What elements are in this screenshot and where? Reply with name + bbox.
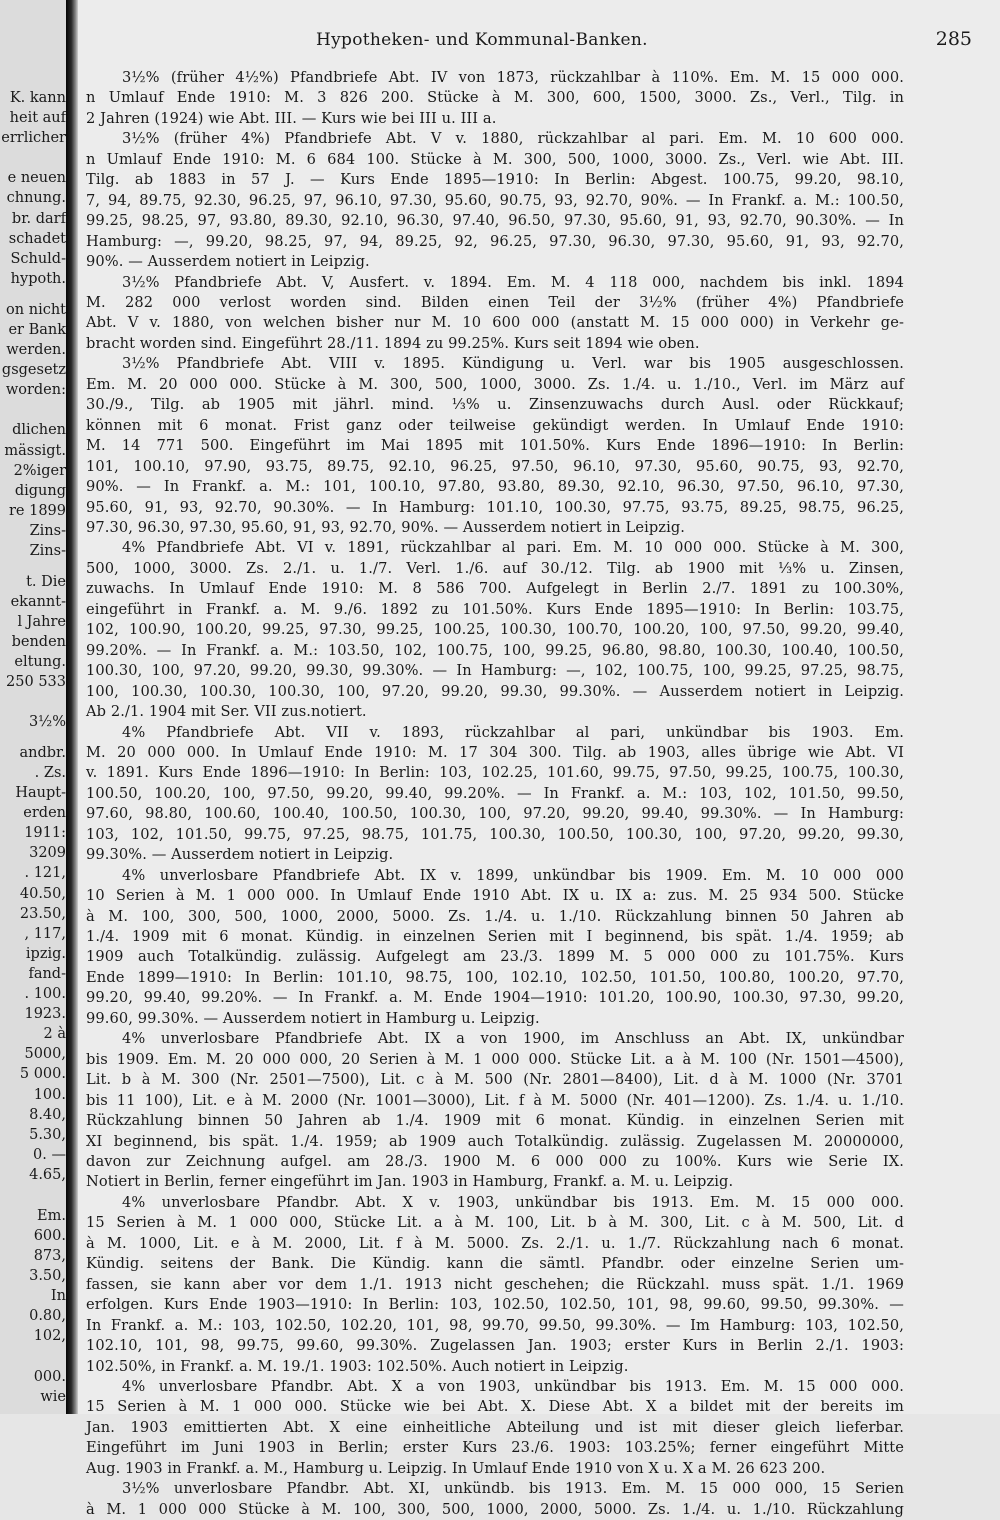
margin-fragment: er Bank bbox=[8, 322, 66, 338]
margin-fragment: 3½% bbox=[28, 714, 66, 730]
text-line: 4% Pfandbriefe Abt. VI v. 1891, rückzahlbar al pari. Em. M. 10 000 000. Stücke à M. 300, bbox=[122, 539, 904, 557]
margin-fragment: 100. bbox=[33, 1087, 66, 1103]
text-line: 15 Serien à M. 1 000 000, Stücke Lit. a à M. 100, Lit. b à M. 300, Lit. c à M. 500, Lit. d bbox=[86, 1214, 904, 1232]
margin-fragment: 873, bbox=[33, 1248, 66, 1264]
text-line: 4% unverlosbare Pfandbr. Abt. X a von 1903, unkündbar bis 1913. Em. M. 15 000 000. bbox=[122, 1378, 904, 1395]
text-line: 4% Pfandbriefe Abt. VII v. 1893, rückzahlbar al pari, unkündbar bis 1903. Em. bbox=[122, 723, 904, 741]
margin-fragment: schadet bbox=[8, 231, 66, 247]
margin-fragment: 3.50, bbox=[29, 1268, 66, 1284]
previous-page-margin bbox=[0, 0, 66, 1414]
page bbox=[78, 0, 1000, 1518]
margin-fragment: 40.50, bbox=[19, 886, 66, 902]
page-header bbox=[78, 30, 1000, 54]
text-line: M. 14 771 500. Eingeführt im Mai 1895 mit 101.50%. Kurs Ende 1896—1910: In Berlin: bbox=[86, 437, 904, 455]
text-line: 102.10, 101, 98, 99.75, 99.60, 99.30%. Zugelassen Jan. 1903; erster Kurs in Berlin 2./1. 1903: bbox=[86, 1337, 904, 1355]
margin-fragment: chnung. bbox=[6, 190, 66, 206]
margin-fragment: 250 533 bbox=[6, 674, 66, 690]
text-line: Abt. V v. 1880, von welchen bisher nur M. 10 600 000 (anstatt M. 15 000 000) in Verkehr ge- bbox=[86, 314, 904, 332]
margin-fragment: 5000, bbox=[24, 1046, 66, 1062]
text-line: 3½% unverlosbare Pfandbr. Abt. XI, unkündb. bis 1913. Em. M. 15 000 000, 15 Serien bbox=[122, 1480, 904, 1498]
text-line: 99.20%. — In Frankf. a. M.: 103.50, 102, 100.75, 100, 99.25, 96.80, 98.80, 100.30, 100.40, 100.50, bbox=[86, 641, 904, 659]
text-line: à M. 1000, Lit. e à M. 2000, Lit. f à M. 5000. Zs. 2./1. u. 1./7. Rückzahlung nach 6 monat. bbox=[86, 1234, 904, 1252]
margin-fragment: andbr. bbox=[19, 745, 66, 761]
margin-fragment: Haupt- bbox=[15, 785, 66, 801]
text-line: à M. 1 000 000 Stücke à M. 100, 300, 500, 1000, 2000, 5000. Zs. 1./4. u. 1./10. Rückzahlung bbox=[86, 1500, 904, 1518]
text-line: 97.30, 96.30, 97.30, 95.60, 91, 93, 92.70, 90%. — Ausserdem notiert in Leipzig. bbox=[86, 518, 686, 536]
text-line: 10 Serien à M. 1 000 000. In Umlauf Ende 1910 Abt. IX u. IX a: zus. M. 25 934 500. Stücke bbox=[86, 887, 904, 905]
margin-fragment: , 117, bbox=[24, 926, 66, 942]
text-line: 3½% Pfandbriefe Abt. VIII v. 1895. Kündigung u. Verl. war bis 1905 ausgeschlossen. bbox=[122, 355, 904, 373]
margin-fragment: benden bbox=[11, 634, 66, 650]
text-line: Em. M. 20 000 000. Stücke à M. 300, 500, 1000, 3000. Zs. 1./4. u. 1./10., Verl. im März auf bbox=[86, 375, 904, 393]
margin-fragment: Zins- bbox=[29, 523, 66, 539]
text-line: 95.60, 91, 93, 92.70, 90.30%. — In Hamburg: 101.10, 100.30, 97.75, 93.75, 89.25, 98.75, 96.25, bbox=[86, 498, 904, 516]
margin-fragment: 600. bbox=[33, 1228, 66, 1244]
text-line: 99.30%. — Ausserdem notiert in Leipzig. bbox=[86, 846, 394, 864]
margin-fragment: e neuen bbox=[7, 170, 66, 186]
text-line: Notiert in Berlin, ferner eingeführt im Jan. 1903 in Hamburg, Frankf. a. M. u. Leipzig. bbox=[86, 1173, 734, 1191]
margin-fragment: . 121, bbox=[24, 865, 66, 881]
text-line: 4% unverlosbare Pfandbr. Abt. X v. 1903, unkündbar bis 1913. Em. M. 15 000 000. bbox=[122, 1193, 904, 1211]
text-line: 103, 102, 101.50, 99.75, 97.25, 98.75, 101.75, 100.30, 100.50, 100.30, 100, 97.20, 99.20, 99.30, bbox=[86, 825, 904, 843]
text-line: 30./9., Tilg. ab 1905 mit jährl. mind. ⅓% u. Zinsenzuwachs durch Ausl. oder Rückkauf; bbox=[86, 396, 904, 414]
margin-fragment: 0. — bbox=[33, 1147, 66, 1163]
text-line: 101, 100.10, 97.90, 93.75, 89.75, 92.10, 96.25, 97.50, 96.10, 97.30, 95.60, 90.75, 93, 92.70, bbox=[86, 457, 904, 475]
text-line: Lit. b à M. 300 (Nr. 2501—7500), Lit. c à M. 500 (Nr. 2801—8400), Lit. d à M. 1000 (Nr. 3701 bbox=[86, 1071, 904, 1089]
text-line: 500, 1000, 3000. Zs. 2./1. u. 1./7. Verl. 1./6. auf 30./12. Tilg. ab 1900 mit ⅓% u. Zinsen, bbox=[86, 559, 904, 577]
margin-fragment: 3209 bbox=[29, 845, 66, 861]
text-line: 90%. — In Frankf. a. M.: 101, 100.10, 97.80, 93.80, 89.30, 92.10, 96.30, 97.50, 96.10, 97.30, bbox=[86, 478, 904, 496]
margin-fragment: 1923. bbox=[24, 1006, 66, 1022]
text-line: fassen, sie kann aber vor dem 1./1. 1913 nicht geschehen; die Rückzahl. muss spät. 1./1. 1969 bbox=[86, 1275, 904, 1293]
text-line: à M. 100, 300, 500, 1000, 2000, 5000. Zs. 1./4. u. 1./10. Rückzahlung binnen 50 Jahren ab bbox=[86, 907, 904, 925]
margin-fragment: . 100. bbox=[24, 986, 66, 1002]
text-line: Tilg. ab 1883 in 57 J. — Kurs Ende 1895—1910: In Berlin: Abgest. 100.75, 99.20, 98.10, bbox=[86, 171, 904, 189]
text-line: 99.60, 99.30%. — Ausserdem notiert in Hamburg u. Leipzig. bbox=[86, 1009, 540, 1027]
margin-fragment: errlicher bbox=[1, 130, 66, 146]
margin-fragment: hypoth. bbox=[10, 271, 66, 287]
margin-fragment: mässigt. bbox=[4, 443, 66, 459]
margin-fragment: dlichen bbox=[12, 422, 66, 438]
margin-fragment: 5 000. bbox=[19, 1066, 66, 1082]
margin-fragment: fand- bbox=[28, 966, 66, 982]
margin-fragment: gsgesetz bbox=[1, 362, 66, 378]
text-line: 102, 100.90, 100.20, 99.25, 97.30, 99.25, 100.25, 100.30, 100.70, 100.20, 100, 97.50, 99.20, 99.40, bbox=[86, 621, 904, 639]
text-line: 1909 auch Totalkündig. zulässig. Aufgelegt am 23./3. 1899 M. 5 000 000 zu 101.75%. Kurs bbox=[86, 948, 904, 966]
text-line: v. 1891. Kurs Ende 1896—1910: In Berlin: 103, 102.25, 101.60, 99.75, 97.50, 99.25, 100.75, 100.30, bbox=[86, 764, 904, 782]
margin-fragment: K. kann bbox=[9, 90, 66, 106]
book-gutter-shadow bbox=[66, 0, 78, 1414]
margin-fragment: worden: bbox=[5, 382, 66, 398]
text-line: Kündig. seitens der Bank. Die Kündig. kann die sämtl. Pfandbr. oder einzelne Serien um- bbox=[86, 1255, 904, 1273]
text-line: 100.30, 100, 97.20, 99.20, 99.30, 99.30%. — In Hamburg: —, 102, 100.75, 100, 99.25, 97.25, 98.75, bbox=[86, 662, 904, 680]
text-line: Jan. 1903 emittierten Abt. X eine einheitliche Abteilung und ist mit dieser gleich lieferbar. bbox=[86, 1418, 904, 1436]
text-line: 3½% Pfandbriefe Abt. V, Ausfert. v. 1894. Em. M. 4 118 000, nachdem bis inkl. 1894 bbox=[122, 273, 904, 291]
text-line: bracht worden sind. Eingeführt 28./11. 1894 zu 99.25%. Kurs seit 1894 wie oben. bbox=[86, 334, 700, 352]
margin-fragment: wie bbox=[40, 1389, 66, 1405]
margin-fragment: 4.65, bbox=[29, 1167, 66, 1183]
margin-fragment: br. darf bbox=[11, 211, 66, 227]
text-line: 100.50, 100.20, 100, 97.50, 99.20, 99.40, 99.20%. — In Frankf. a. M.: 103, 102, 101.50, 99.50, bbox=[86, 784, 904, 802]
margin-fragment: 5.30, bbox=[29, 1127, 66, 1143]
margin-fragment: 0.80, bbox=[29, 1308, 66, 1324]
margin-fragment: . Zs. bbox=[34, 765, 66, 781]
text-line: n Umlauf Ende 1910: M. 6 684 100. Stücke à M. 300, 500, 1000, 3000. Zs., Verl. wie Abt. III. bbox=[86, 150, 904, 168]
text-line: 99.25, 98.25, 97, 93.80, 89.30, 92.10, 96.30, 97.40, 96.50, 97.30, 95.60, 91, 93, 92.70, 90.30%. — In bbox=[86, 212, 904, 230]
text-line: XI beginnend, bis spät. 1./4. 1959; ab 1909 auch Totalkündig. zulässig. Zugelassen M. 20000000, bbox=[86, 1132, 904, 1150]
text-line: 102.50%, in Frankf. a. M. 19./1. 1903: 102.50%. Auch notiert in Leipzig. bbox=[86, 1357, 629, 1375]
text-line: 15 Serien à M. 1 000 000. Stücke wie bei Abt. X. Diese Abt. X a bildet mit der bereits im bbox=[86, 1398, 904, 1416]
text-line: bis 11 100), Lit. e à M. 2000 (Nr. 1001—3000), Lit. f à M. 5000 (Nr. 401—1200). Zs. 1./4. u. 1./10. bbox=[86, 1091, 904, 1109]
margin-fragment: 2%iger bbox=[13, 463, 66, 479]
margin-fragment: re 1899 bbox=[8, 503, 66, 519]
margin-fragment: ekannt- bbox=[10, 594, 66, 610]
text-line: eingeführt in Frankf. a. M. 9./6. 1892 zu 101.50%. Kurs Ende 1895—1910: In Berlin: 103.75, bbox=[86, 600, 904, 618]
text-line: 97.60, 98.80, 100.60, 100.40, 100.50, 100.30, 100, 97.20, 99.20, 99.40, 99.30%. — In Hamburg: bbox=[86, 805, 904, 823]
margin-fragment: erden bbox=[23, 805, 66, 821]
text-line: 3½% (früher 4%) Pfandbriefe Abt. V v. 1880, rückzahlbar al pari. Em. M. 10 600 000. bbox=[122, 130, 904, 148]
margin-fragment: t. Die bbox=[26, 574, 66, 590]
text-line: 3½% (früher 4½%) Pfandbriefe Abt. IV von 1873, rückzahlbar à 110%. Em. M. 15 000 000. bbox=[122, 69, 904, 86]
page-number: 285 bbox=[935, 28, 972, 50]
text-line: 90%. — Ausserdem notiert in Leipzig. bbox=[86, 253, 370, 271]
margin-fragment: Schuld- bbox=[10, 251, 66, 267]
margin-fragment: In bbox=[50, 1288, 66, 1304]
margin-fragment: Em. bbox=[37, 1208, 66, 1224]
margin-fragment: werden. bbox=[6, 342, 66, 358]
text-line: In Frankf. a. M.: 103, 102.50, 102.20, 101, 98, 99.70, 99.50, 99.30%. — Im Hamburg: 103, 102.50, bbox=[86, 1316, 904, 1334]
text-line: 4% unverlosbare Pfandbriefe Abt. IX v. 1899, unkündbar bis 1909. Em. M. 10 000 000 bbox=[122, 866, 904, 884]
text-line: Eingeführt im Juni 1903 in Berlin; erster Kurs 23./6. 1903: 103.25%; ferner eingeführt Mitte bbox=[86, 1439, 904, 1457]
text-line: Hamburg: —, 99.20, 98.25, 97, 94, 89.25, 92, 96.25, 97.30, 96.30, 97.30, 95.60, 91, 93, 92.70, bbox=[86, 232, 904, 250]
text-line: zuwachs. In Umlauf Ende 1910: M. 8 586 700. Aufgelegt in Berlin 2./7. 1891 zu 100.30%, bbox=[86, 580, 904, 598]
margin-fragment: 1911: bbox=[24, 825, 66, 841]
text-line: 99.20, 99.40, 99.20%. — In Frankf. a. M. Ende 1904—1910: 101.20, 100.90, 100.30, 97.30, 99.20, bbox=[86, 989, 904, 1007]
margin-fragment: 23.50, bbox=[19, 906, 66, 922]
text-line: n Umlauf Ende 1910: M. 3 826 200. Stücke à M. 300, 600, 1500, 3000. Zs., Verl., Tilg. in bbox=[86, 89, 904, 107]
margin-fragment: heit auf bbox=[9, 110, 66, 126]
text-line: M. 282 000 verlost worden sind. Bilden einen Teil der 3½% (früher 4%) Pfandbriefe bbox=[86, 293, 904, 311]
margin-fragment: Zins- bbox=[29, 543, 66, 559]
text-line: können mit 6 monat. Frist ganz oder teilweise gekündigt werden. In Umlauf Ende 1910: bbox=[86, 416, 904, 434]
text-line: Ab 2./1. 1904 mit Ser. VII zus.notiert. bbox=[86, 703, 367, 721]
text-line: 7, 94, 89.75, 92.30, 96.25, 97, 96.10, 97.30, 95.60, 90.75, 93, 92.70, 90%. — In Frankf. a. M.: 100.50, bbox=[86, 191, 904, 209]
margin-fragment: eltung. bbox=[14, 654, 66, 670]
margin-fragment: 000. bbox=[33, 1369, 66, 1385]
margin-fragment: digung bbox=[14, 483, 66, 499]
running-title: Hypotheken- und Kommunal-Banken. bbox=[316, 30, 648, 50]
margin-fragment: on nicht bbox=[6, 302, 66, 318]
text-line: M. 20 000 000. In Umlauf Ende 1910: M. 17 304 300. Tilg. ab 1903, alles übrige wie Abt. VI bbox=[86, 743, 904, 761]
text-line: Ende 1899—1910: In Berlin: 101.10, 98.75, 100, 102.10, 102.50, 101.50, 100.80, 100.20, 97.70, bbox=[86, 968, 904, 986]
text-line: Aug. 1903 in Frankf. a. M., Hamburg u. Leipzig. In Umlauf Ende 1910 von X u. X a M. 26 623 200. bbox=[86, 1459, 826, 1477]
text-line: davon zur Zeichnung aufgel. am 28./3. 1900 M. 6 000 000 zu 100%. Kurs wie Serie IX. bbox=[86, 1153, 904, 1171]
margin-fragment: 2 à bbox=[43, 1026, 66, 1042]
text-line: 2 Jahren (1924) wie Abt. III. — Kurs wie bei III u. III a. bbox=[86, 109, 497, 127]
margin-fragment: l Jahre bbox=[17, 614, 66, 630]
text-line: Rückzahlung binnen 50 Jahren ab 1./4. 1909 mit 6 monat. Kündig. in einzelnen Serien mit bbox=[86, 1112, 904, 1130]
text-line: bis 1909. Em. M. 20 000 000, 20 Serien à M. 1 000 000. Stücke Lit. a à M. 100 (Nr. 1501—4500), bbox=[86, 1050, 904, 1068]
margin-fragment: 102, bbox=[33, 1328, 66, 1344]
margin-fragment: 8.40, bbox=[29, 1107, 66, 1123]
text-line: erfolgen. Kurs Ende 1903—1910: In Berlin: 103, 102.50, 102.50, 101, 98, 99.60, 99.50, 99.30%. — bbox=[86, 1296, 904, 1314]
text-line: 4% unverlosbare Pfandbriefe Abt. IX a von 1900, im Anschluss an Abt. IX, unkündbar bbox=[122, 1030, 904, 1048]
text-line: 100, 100.30, 100.30, 100.30, 100, 97.20, 99.20, 99.30, 99.30%. — Ausserdem notiert in Leipzig. bbox=[86, 682, 904, 700]
body-text bbox=[86, 68, 904, 1520]
text-line: 1./4. 1909 mit 6 monat. Kündig. in einzelnen Serien mit I beginnend, bis spät. 1./4. 1959; ab bbox=[86, 928, 904, 946]
margin-fragment: ipzig. bbox=[25, 946, 66, 962]
